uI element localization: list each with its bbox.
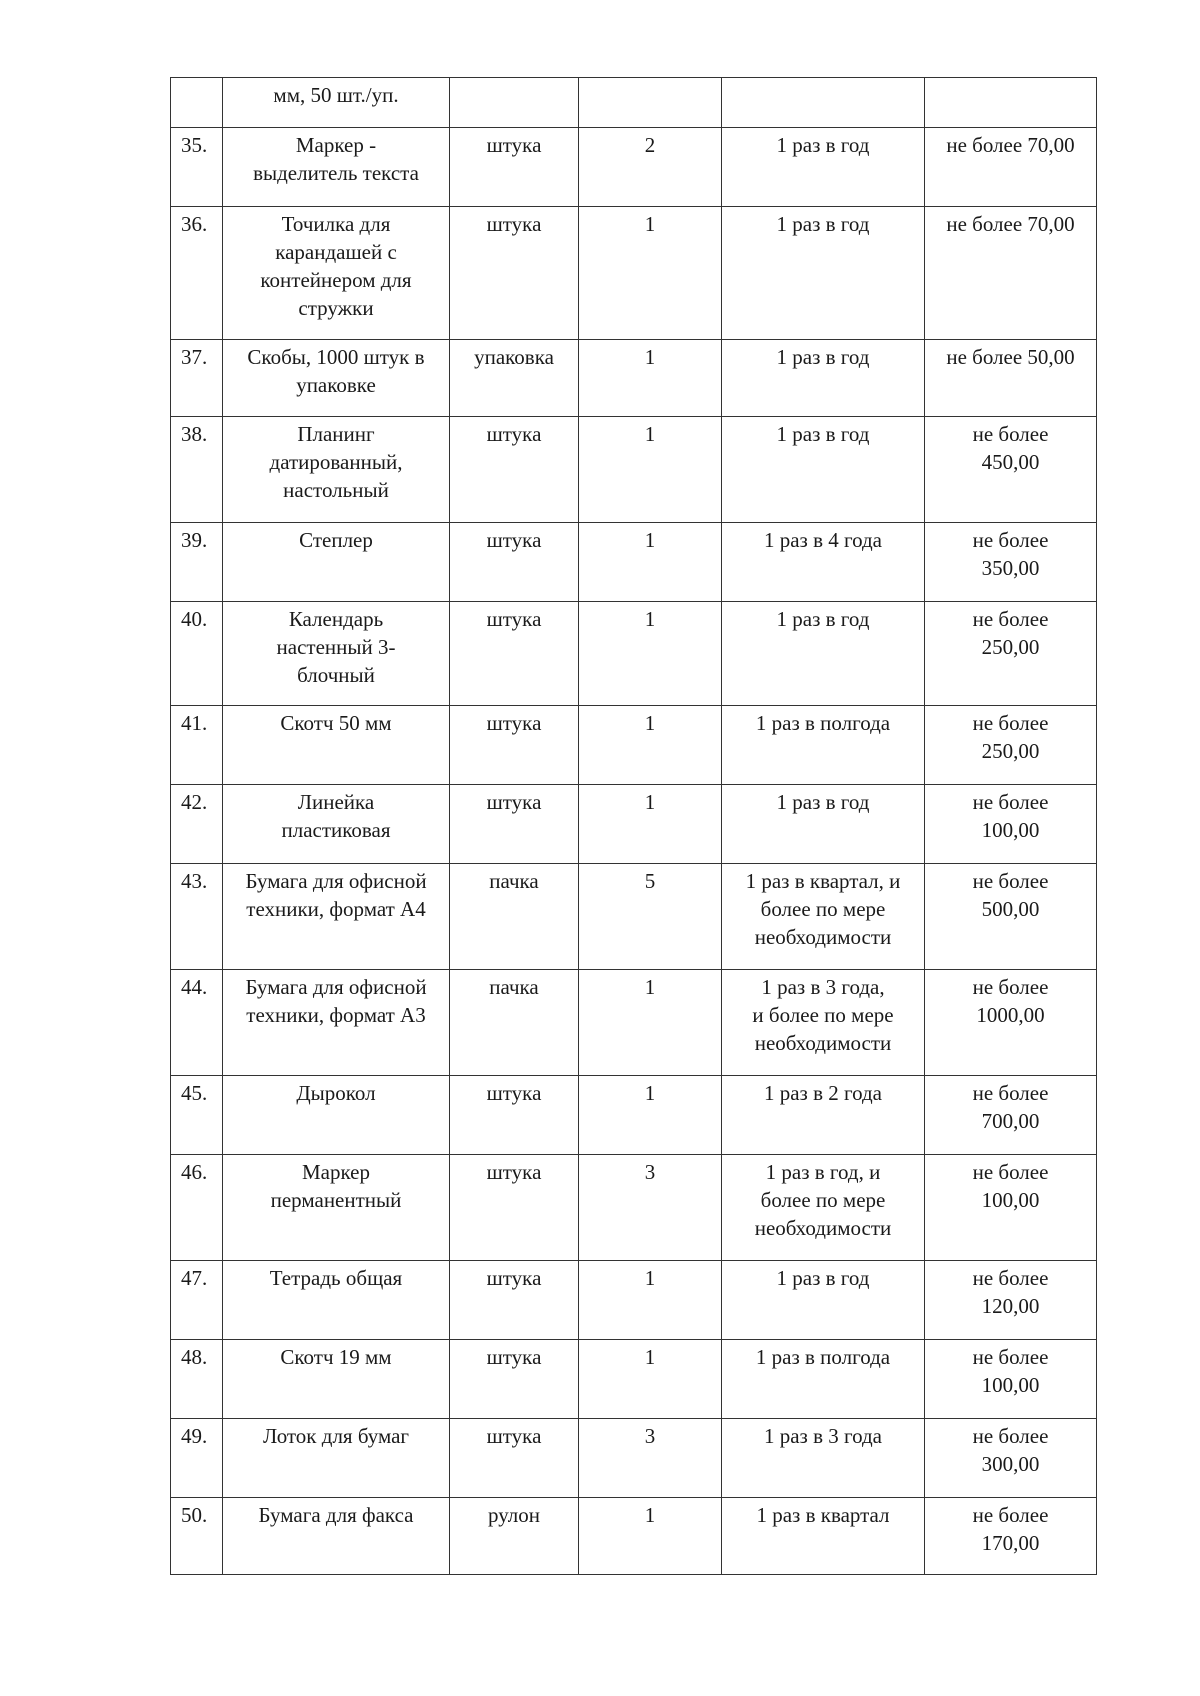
frequency-cell: 1 раз в квартал, и более по мере необходимости bbox=[722, 864, 925, 970]
table-row bbox=[171, 706, 1097, 785]
frequency-cell: 1 раз в квартал bbox=[722, 1498, 925, 1575]
table-row bbox=[171, 864, 1097, 970]
item-name-cell: Бумага для факса bbox=[223, 1498, 450, 1575]
price-cell: не более 250,00 bbox=[925, 602, 1097, 706]
price-cell: не более 450,00 bbox=[925, 417, 1097, 523]
item-name-cell: Точилка для карандашей с контейнером для стружки bbox=[223, 207, 450, 340]
unit-cell: штука bbox=[450, 1155, 579, 1261]
price-cell: не более 50,00 bbox=[925, 340, 1097, 417]
price-cell: не более 70,00 bbox=[925, 128, 1097, 207]
unit-cell: штука bbox=[450, 1076, 579, 1155]
supplies-table bbox=[170, 77, 1097, 1575]
unit-cell: рулон bbox=[450, 1498, 579, 1575]
unit-cell: пачка bbox=[450, 864, 579, 970]
unit-cell: штука bbox=[450, 417, 579, 523]
quantity-cell: 1 bbox=[579, 1261, 722, 1340]
price-cell: не более 100,00 bbox=[925, 785, 1097, 864]
unit-cell: штука bbox=[450, 1261, 579, 1340]
table-row bbox=[171, 1155, 1097, 1261]
frequency-cell bbox=[722, 78, 925, 128]
row-number-cell: 49. bbox=[171, 1419, 223, 1498]
table-body bbox=[171, 78, 1097, 1575]
item-name-cell: Бумага для офисной техники, формат А4 bbox=[223, 864, 450, 970]
item-name-cell: Бумага для офисной техники, формат А3 bbox=[223, 970, 450, 1076]
row-number-cell bbox=[171, 78, 223, 128]
frequency-cell: 1 раз в год bbox=[722, 340, 925, 417]
quantity-cell: 5 bbox=[579, 864, 722, 970]
table-row bbox=[171, 417, 1097, 523]
price-cell: не более 100,00 bbox=[925, 1340, 1097, 1419]
table-row bbox=[171, 1419, 1097, 1498]
quantity-cell: 1 bbox=[579, 340, 722, 417]
quantity-cell: 1 bbox=[579, 785, 722, 864]
item-name-cell: Маркер - выделитель текста bbox=[223, 128, 450, 207]
quantity-cell: 1 bbox=[579, 207, 722, 340]
frequency-cell: 1 раз в 3 года bbox=[722, 1419, 925, 1498]
item-name-cell: Тетрадь общая bbox=[223, 1261, 450, 1340]
row-number-cell: 40. bbox=[171, 602, 223, 706]
item-name-cell: Лоток для бумаг bbox=[223, 1419, 450, 1498]
price-cell: не более 170,00 bbox=[925, 1498, 1097, 1575]
unit-cell bbox=[450, 78, 579, 128]
row-number-cell: 39. bbox=[171, 523, 223, 602]
unit-cell: штука bbox=[450, 1419, 579, 1498]
table-row bbox=[171, 128, 1097, 207]
table-row bbox=[171, 78, 1097, 128]
quantity-cell: 1 bbox=[579, 1340, 722, 1419]
frequency-cell: 1 раз в год bbox=[722, 785, 925, 864]
price-cell: не более 300,00 bbox=[925, 1419, 1097, 1498]
quantity-cell: 2 bbox=[579, 128, 722, 207]
price-cell: не более 250,00 bbox=[925, 706, 1097, 785]
table-row bbox=[171, 602, 1097, 706]
table-row bbox=[171, 1340, 1097, 1419]
quantity-cell: 3 bbox=[579, 1155, 722, 1261]
frequency-cell: 1 раз в год bbox=[722, 207, 925, 340]
quantity-cell: 3 bbox=[579, 1419, 722, 1498]
row-number-cell: 35. bbox=[171, 128, 223, 207]
frequency-cell: 1 раз в год bbox=[722, 602, 925, 706]
row-number-cell: 44. bbox=[171, 970, 223, 1076]
unit-cell: штука bbox=[450, 523, 579, 602]
table-row bbox=[171, 523, 1097, 602]
price-cell: не более 120,00 bbox=[925, 1261, 1097, 1340]
frequency-cell: 1 раз в полгода bbox=[722, 706, 925, 785]
item-name-cell: Календарь настенный 3- блочный bbox=[223, 602, 450, 706]
item-name-cell: Степлер bbox=[223, 523, 450, 602]
table-row bbox=[171, 340, 1097, 417]
frequency-cell: 1 раз в год, и более по мере необходимости bbox=[722, 1155, 925, 1261]
row-number-cell: 47. bbox=[171, 1261, 223, 1340]
item-name-cell: Маркер перманентный bbox=[223, 1155, 450, 1261]
quantity-cell: 1 bbox=[579, 417, 722, 523]
price-cell bbox=[925, 78, 1097, 128]
quantity-cell: 1 bbox=[579, 970, 722, 1076]
frequency-cell: 1 раз в 3 года, и более по мере необходимости bbox=[722, 970, 925, 1076]
price-cell: не более 1000,00 bbox=[925, 970, 1097, 1076]
quantity-cell: 1 bbox=[579, 602, 722, 706]
quantity-cell: 1 bbox=[579, 1498, 722, 1575]
unit-cell: штука bbox=[450, 128, 579, 207]
row-number-cell: 50. bbox=[171, 1498, 223, 1575]
unit-cell: штука bbox=[450, 706, 579, 785]
quantity-cell bbox=[579, 78, 722, 128]
row-number-cell: 37. bbox=[171, 340, 223, 417]
price-cell: не более 500,00 bbox=[925, 864, 1097, 970]
table-row bbox=[171, 970, 1097, 1076]
item-name-cell: Скотч 19 мм bbox=[223, 1340, 450, 1419]
table-row bbox=[171, 207, 1097, 340]
frequency-cell: 1 раз в год bbox=[722, 417, 925, 523]
unit-cell: штука bbox=[450, 602, 579, 706]
frequency-cell: 1 раз в год bbox=[722, 1261, 925, 1340]
item-name-cell: Линейка пластиковая bbox=[223, 785, 450, 864]
row-number-cell: 36. bbox=[171, 207, 223, 340]
unit-cell: пачка bbox=[450, 970, 579, 1076]
row-number-cell: 46. bbox=[171, 1155, 223, 1261]
table-row bbox=[171, 785, 1097, 864]
row-number-cell: 48. bbox=[171, 1340, 223, 1419]
quantity-cell: 1 bbox=[579, 706, 722, 785]
item-name-cell: Скотч 50 мм bbox=[223, 706, 450, 785]
item-name-cell: Скобы, 1000 штук в упаковке bbox=[223, 340, 450, 417]
quantity-cell: 1 bbox=[579, 523, 722, 602]
item-name-cell: мм, 50 шт./уп. bbox=[223, 78, 450, 128]
row-number-cell: 43. bbox=[171, 864, 223, 970]
price-cell: не более 100,00 bbox=[925, 1155, 1097, 1261]
row-number-cell: 42. bbox=[171, 785, 223, 864]
item-name-cell: Планинг датированный, настольный bbox=[223, 417, 450, 523]
row-number-cell: 41. bbox=[171, 706, 223, 785]
price-cell: не более 350,00 bbox=[925, 523, 1097, 602]
quantity-cell: 1 bbox=[579, 1076, 722, 1155]
row-number-cell: 45. bbox=[171, 1076, 223, 1155]
price-cell: не более 70,00 bbox=[925, 207, 1097, 340]
unit-cell: штука bbox=[450, 207, 579, 340]
frequency-cell: 1 раз в год bbox=[722, 128, 925, 207]
table-row bbox=[171, 1498, 1097, 1575]
item-name-cell: Дырокол bbox=[223, 1076, 450, 1155]
frequency-cell: 1 раз в 2 года bbox=[722, 1076, 925, 1155]
frequency-cell: 1 раз в 4 года bbox=[722, 523, 925, 602]
unit-cell: штука bbox=[450, 1340, 579, 1419]
frequency-cell: 1 раз в полгода bbox=[722, 1340, 925, 1419]
unit-cell: штука bbox=[450, 785, 579, 864]
unit-cell: упаковка bbox=[450, 340, 579, 417]
price-cell: не более 700,00 bbox=[925, 1076, 1097, 1155]
table-row bbox=[171, 1076, 1097, 1155]
table-row bbox=[171, 1261, 1097, 1340]
row-number-cell: 38. bbox=[171, 417, 223, 523]
